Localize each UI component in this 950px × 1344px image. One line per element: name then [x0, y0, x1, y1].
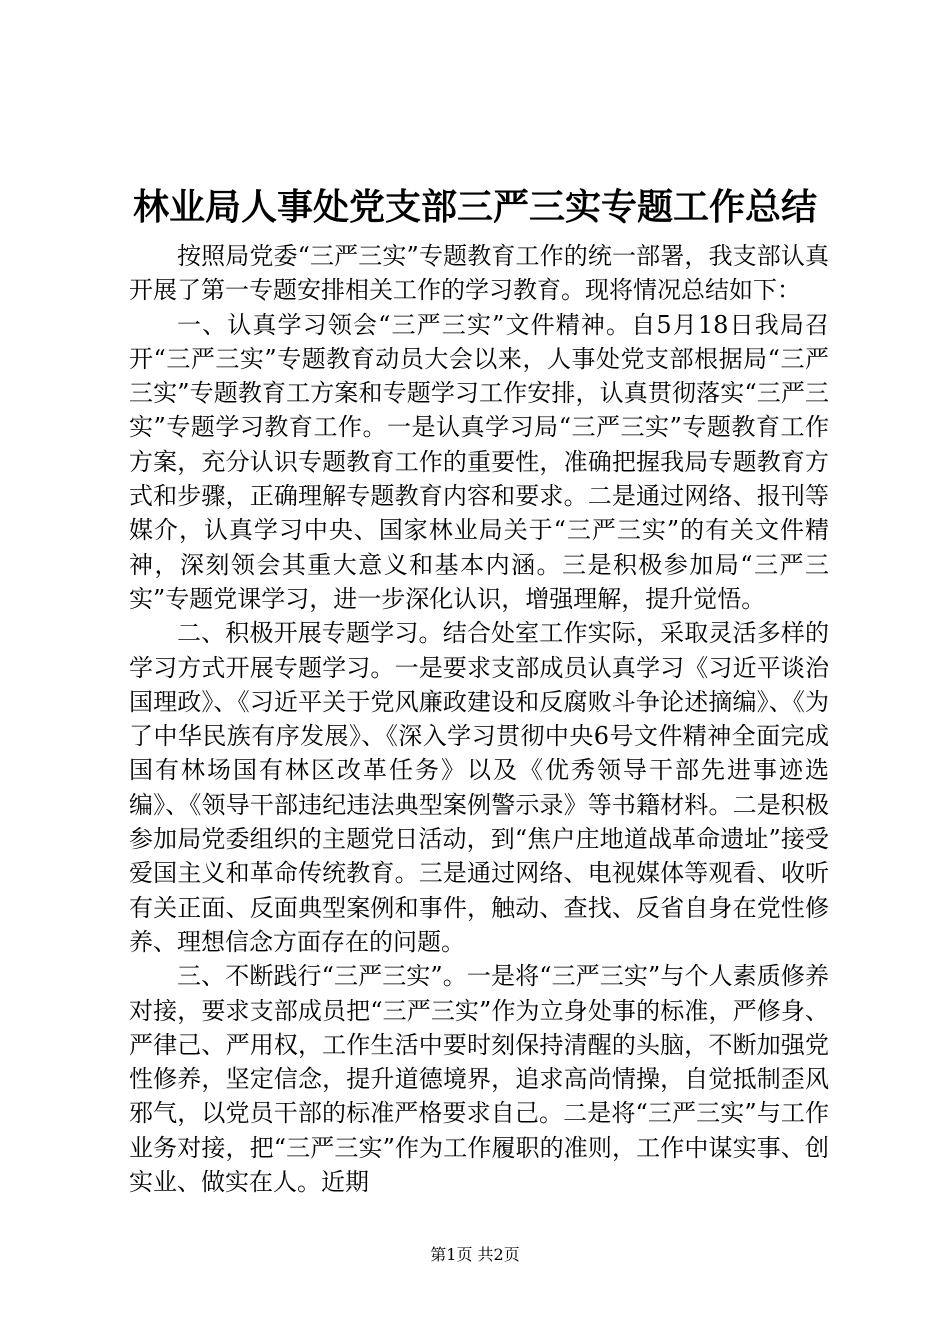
document-title: 林业局人事处党支部三严三实专题工作总结 — [132, 186, 817, 228]
paragraph-section-3: 三、不断践行“三严三实”。一是将“三严三实”与个人素质修养对接，要求支部成员把“三严三实”作为立身处事的标准，严修身、严律己、严用权，工作生活中要时刻保持清醒的头脑，不断加强党性修养，坚定信念，提升道德境界，追求高尚情操，自觉抵制歪风邪气，以党员干部的标准严格要求自己。二是将“三严三实”与工作业务对接，把“三严三实”作为工作履职的准则，工作中谋实事、创实业、做实在人。近期 — [129, 962, 829, 1197]
page-footer: 第1页 共2页 — [430, 1245, 520, 1264]
document-body — [129, 239, 829, 1199]
paragraph-intro: 按照局党委“三严三实”专题教育工作的统一部署，我支部认真开展了第一专题安排相关工作的学习教育。现将情况总结如下： — [129, 242, 829, 305]
paragraph-section-1: 一、认真学习领会“三严三实”文件精神。自5月18日我局召开“三严三实”专题教育动员大会以来，人事处党支部根据局“三严三实”专题教育工方案和专题学习工作安排，认真贯彻落实“三严三实”专题学习教育工作。一是认真学习局“三严三实”专题教育工作方案，充分认识专题教育工作的重要性，准确把握我局专题教育方式和步骤，正确理解专题教育内容和要求。二是通过网络、报刊等媒介，认真学习中央、国家林业局关于“三严三实”的有关文件精神，深刻领会其重大意义和基本内涵。三是积极参加局“三严三实”专题党课学习，进一步深化认识，增强理解，提升觉悟。 — [129, 310, 829, 613]
paragraph-section-2: 二、积极开展专题学习。结合处室工作实际，采取灵活多样的学习方式开展专题学习。一是要求支部成员认真学习《习近平谈治国理政》、《习近平关于党风廉政建设和反腐败斗争论述摘编》、《为了中华民族有序发展》、《深入学习贯彻中央6号文件精神全面完成国有林场国有林区改革任务》以及《优秀领导干部先进事迹选编》、《领导干部违纪违法典型案例警示录》等书籍材料。二是积极参加局党委组织的主题党日活动，到“焦户庄地道战革命遗址”接受爱国主义和革命传统教育。三是通过网络、电视媒体等观看、收听有关正面、反面典型案例和事件，触动、查找、反省自身在党性修养、理想信念方面存在的问题。 — [129, 619, 829, 956]
